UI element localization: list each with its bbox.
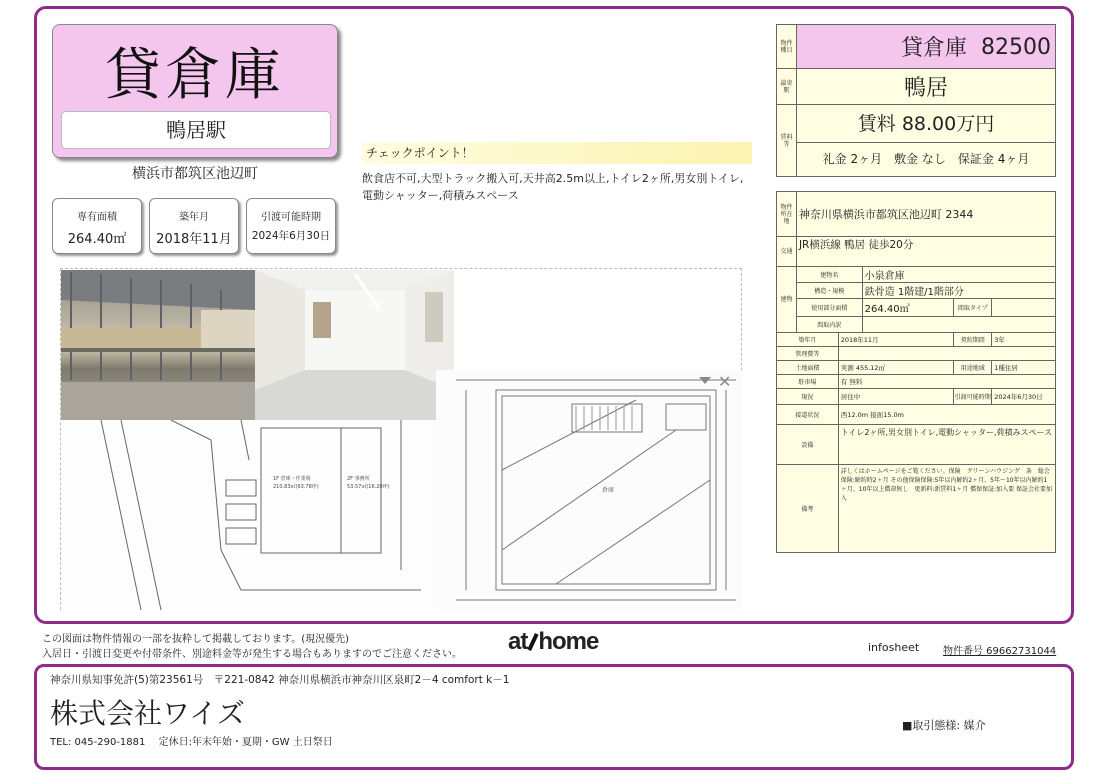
detail-contract-value: 3年 — [992, 333, 1056, 347]
detail-zone-label: 用途地域 — [954, 361, 992, 375]
athome-logo-right: home — [538, 628, 599, 655]
company-tel: TEL: 045-290-1881 定休日:年末年始・夏期・GW 土日祭日 — [50, 737, 333, 748]
warehouse-interior-photo[interactable] — [61, 270, 255, 420]
handover-info-box — [246, 198, 336, 254]
footer-notice — [42, 632, 462, 662]
site-warehouse-label: 1F 倉庫・作業場 — [273, 476, 311, 482]
built-info-box — [149, 198, 239, 254]
detail-land-value: 実測 455.12㎡ — [838, 361, 954, 375]
site-office-area: 53.57㎡(16.20坪) — [347, 484, 390, 490]
detail-traffic-label: 交通 — [777, 237, 797, 267]
athome-logo-left: at — [508, 628, 528, 655]
transaction-type: ■取引態様: 媒介 — [902, 719, 986, 732]
summary-code: 82500 — [981, 35, 1051, 60]
notice-line-1: この図面は物件情報の一部を抜粋して掲載しております。(現況優先) — [42, 634, 350, 645]
floor-warehouse-label: 倉庫 — [602, 487, 615, 494]
area-value: 264.40㎡ — [67, 232, 127, 247]
summary-table — [776, 24, 1056, 177]
detail-struct-label: 構造・規模 — [796, 283, 862, 299]
detail-mgmt-label: 管理費等 — [777, 347, 839, 361]
infosheet-label: infosheet — [868, 641, 920, 654]
detail-equip-value: トイレ2ヶ所,男女別トイレ,電動シャッター,荷積みスペース — [838, 425, 1055, 465]
detail-plan-label: 間取内訳 — [796, 317, 862, 333]
site-plan-svg — [61, 420, 453, 610]
detail-struct-value: 鉄骨造 1階建/1階部分 — [862, 283, 1055, 299]
athome-logo — [508, 628, 598, 656]
property-title-box — [52, 24, 338, 158]
detail-equip-label: 設備 — [777, 425, 839, 465]
close-icon[interactable]: ✕ — [718, 372, 732, 391]
station-name: 鴨居駅 — [166, 118, 226, 142]
summary-station-label: 最寄駅 — [777, 69, 797, 105]
site-plan-drawing[interactable] — [61, 420, 453, 610]
detail-status-value: 居住中 — [838, 389, 954, 405]
detail-contract-label: 契約期間 — [954, 333, 992, 347]
detail-mgmt-value — [838, 347, 1055, 361]
detail-traffic-value: JR横浜線 鴨居 徒歩20分 — [796, 237, 1055, 267]
detail-land-label: 土地面積 — [777, 361, 839, 375]
detail-layout-value — [992, 299, 1056, 317]
detail-usearea-label: 使用部分面積 — [796, 299, 862, 317]
summary-deposits: 礼金 2ヶ月 敷金 なし 保証金 4ヶ月 — [822, 152, 1030, 166]
property-number: 物件番号 69662731044 — [943, 646, 1057, 657]
office-interior-photo[interactable] — [255, 270, 454, 420]
detail-parking-label: 駐車場 — [777, 375, 839, 389]
handover-label: 引渡可能時期 — [261, 212, 321, 223]
site-warehouse-area: 210.83㎡(63.78坪) — [273, 484, 319, 490]
summary-type-value: 貸倉庫 — [901, 36, 968, 61]
warehouse-photo-drawing — [61, 270, 255, 420]
property-type-title: 貸倉庫 — [105, 43, 285, 108]
detail-table — [776, 191, 1056, 553]
notice-line-2: 入居日・引渡日変更や付帯条件、別途料金等が発生する場合もありますのでご注意ください。 — [42, 649, 462, 660]
area-info-box — [52, 198, 142, 254]
detail-road-value: 西12.0m 接面15.0m — [838, 405, 1055, 425]
built-label: 築年月 — [179, 212, 209, 223]
property-address: 横浜市都筑区池辺町 — [132, 166, 258, 182]
detail-remarks-value: 詳しくはホームページをご覧ください。保険 グリーンハウジング 条 総会保険:解約時2ヶ月 その他保険保険:5年以内解約2ヶ月、5年〜10年以内解約1ヶ月、10年以上償却無し 更新料:新賃料1ヶ月 償保保証:加入要 保証会社要加入 — [838, 465, 1055, 553]
triangle-down-icon[interactable] — [699, 377, 711, 384]
detail-handover-value: 2024年6月30日 — [992, 389, 1056, 405]
checkpoint-body: 飲食店不可,大型トラック搬入可,天井高2.5m以上,トイレ2ヶ所,男女別トイレ,電動シャッター,荷積みスペース — [362, 172, 744, 202]
detail-built-value: 2018年11月 — [838, 333, 954, 347]
detail-bldg-label: 建物 — [777, 267, 797, 333]
detail-remarks-label: 備考 — [777, 465, 839, 553]
detail-handover-label: 引渡可能時期 — [954, 389, 992, 405]
area-label: 専有面積 — [77, 212, 117, 223]
detail-plan-value — [862, 317, 1055, 333]
floor-plan-svg — [436, 370, 742, 610]
detail-parking-value: 有 無料 — [838, 375, 1055, 389]
detail-name-label: 建物名 — [796, 267, 862, 283]
floor-plan-drawing[interactable] — [436, 370, 742, 610]
detail-usearea-value: 264.40㎡ — [862, 299, 954, 317]
office-photo-drawing — [255, 270, 454, 420]
summary-type-cell — [797, 25, 1056, 69]
site-office-label: 2F 事務所 — [347, 476, 370, 482]
handover-value: 2024年6月30日 — [251, 230, 331, 242]
detail-addr-value: 神奈川県横浜市都筑区池辺町 2344 — [796, 192, 1055, 237]
detail-zone-value: 1種住居 — [992, 361, 1056, 375]
station-name-box — [61, 111, 331, 149]
summary-price-cell — [797, 105, 1056, 177]
built-value: 2018年11月 — [156, 232, 232, 247]
detail-road-label: 接道状況 — [777, 405, 839, 425]
detail-name-value: 小泉倉庫 — [862, 267, 1055, 283]
company-license: 神奈川県知事免許(5)第23561号 〒221-0842 神奈川県横浜市神奈川区泉町2－4 comfort k－1 — [50, 674, 510, 686]
detail-status-label: 現況 — [777, 389, 839, 405]
summary-station-value: 鴨居 — [797, 69, 1056, 105]
checkpoint-title: チェックポイント！ — [362, 142, 752, 164]
summary-price-label: 賃料等 — [777, 105, 797, 177]
detail-layout-label: 間取タイプ — [954, 299, 992, 317]
summary-type-label: 物件種目 — [777, 25, 797, 69]
company-name: 株式会社ワイズ — [50, 697, 245, 730]
detail-built-label: 築年月 — [777, 333, 839, 347]
summary-rent: 賃料 88.00万円 — [797, 105, 1055, 143]
detail-addr-label: 物件所在地 — [777, 192, 797, 237]
